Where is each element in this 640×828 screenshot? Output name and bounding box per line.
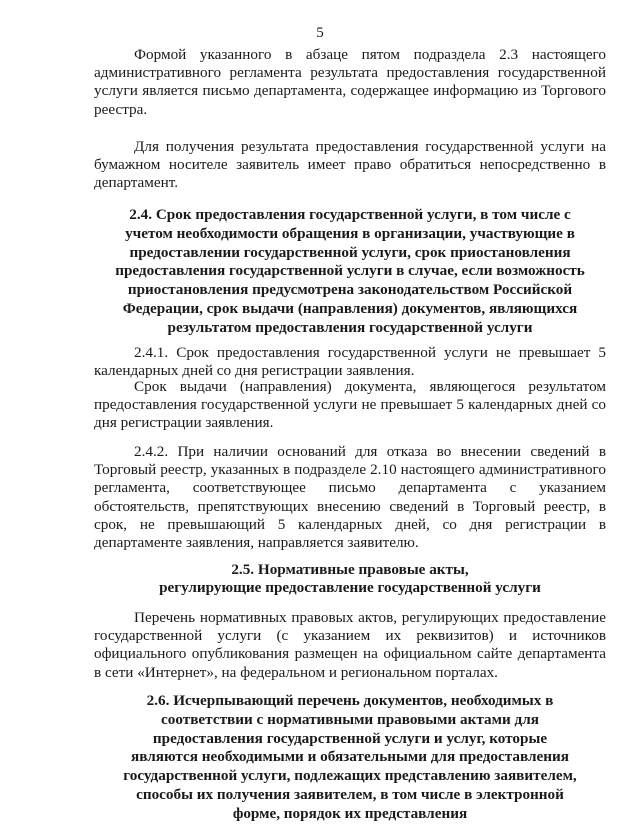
paragraph-issue-term: Срок выдачи (направления) документа, являющегося результатом предоставления государственной услуги не превышает 5 календарных дней со дня регистрации заявления. [94, 378, 606, 432]
paragraph-paper-result: Для получения результата предоставления государственной услуги на бумажном носителе заявитель имеет право обратиться непосредственно в департамент. [94, 138, 606, 192]
section-heading-2-5-line2: регулирующие предоставление государственной услуги [159, 579, 541, 596]
paragraph-2-4-1: 2.4.1. Срок предоставления государственной услуги не превышает 5 календарных дней со дня регистрации заявления. [94, 344, 606, 380]
page-number: 5 [316, 25, 324, 41]
paragraph-2-4-2: 2.4.2. При наличии оснований для отказа во внесении сведений в Торговый реестр, указанных в подразделе 2.10 настоящего административного регламента, соответствующее письмо департамента с указанием обстоятельств, препятствующих внесению сведений в Торговый реестр, в срок, не превышающий 5 календарных дней, со дня регистрации в департаменте заявления, направляется заявителю. [94, 443, 606, 552]
paragraph-legal-acts: Перечень нормативных правовых актов, регулирующих предоставление государственной услуги (с указанием их реквизитов) и источников официального опубликования размещен на официальном сайте департамента в сети «Интернет», на федеральном и региональном порталах. [94, 609, 606, 681]
paragraph-result-form: Формой указанного в абзаце пятом подраздела 2.3 настоящего административного регламента результата предоставления государственной услуги является письмо департамента, содержащее информацию из Торгового реестра. [94, 46, 606, 118]
section-heading-2-6: 2.6. Исчерпывающий перечень документов, необходимых в соответствии с нормативными правовыми актами для предоставления государственной услуги и услуг, которые являются необходимыми и обязательными для предоставления государственной услуги, подлежащих представлению заявителем, способы их получения заявителем, в том числе в электронной форме, порядок их представления [123, 692, 577, 822]
section-heading-2-5-line1: 2.5. Нормативные правовые акты, [231, 561, 469, 578]
section-heading-2-4: 2.4. Срок предоставления государственной услуги, в том числе с учетом необходимости обращения в организации, участвующие в предоставлении государственной услуги, срок приостановления предоставления государственной услуги в случае, если возможность приостановления предусмотрена законодательством Российской Федерации, срок выдачи (направления) документов, являющихся результатом предоставления государственной услуги [115, 206, 585, 336]
